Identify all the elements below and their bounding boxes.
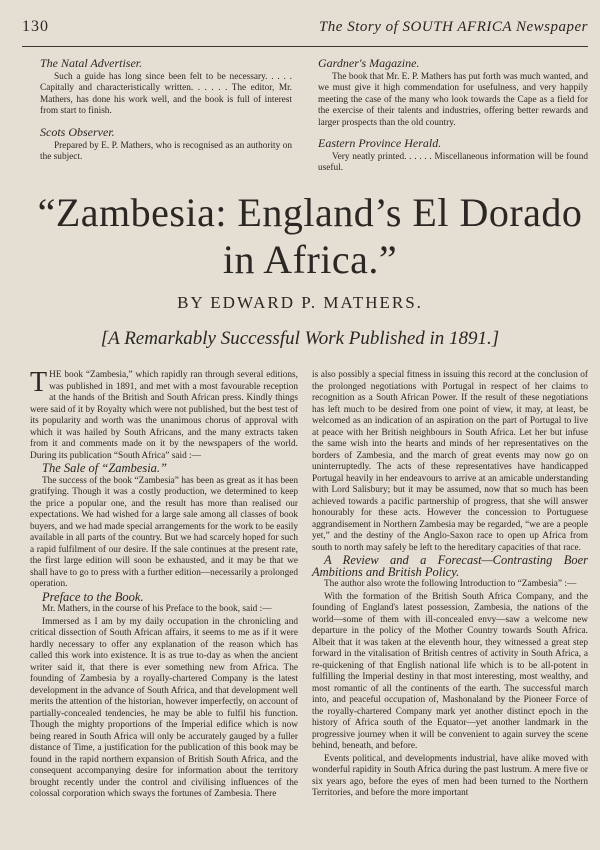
body-right-column: [312, 370, 588, 801]
body-left-column: [30, 367, 298, 802]
title-line-1: “Zambesia: England’s El Dorado: [37, 190, 583, 235]
review-eastern-province-herald: [318, 136, 588, 175]
review-text: Very neatly printed. . . . . . Miscellaneous information will be found useful.: [318, 152, 588, 174]
review-gardners-magazine: [318, 56, 588, 129]
drop-cap: T: [30, 367, 48, 398]
subtitle: [A Remarkably Successful Work Published in 1891.]: [100, 328, 500, 349]
title-line-2: in Africa.”: [222, 237, 398, 282]
reviews-right-column: [318, 56, 588, 182]
heading-sale: The Sale of “Zambesia.”: [42, 461, 168, 475]
closing-paragraph: Events political, and developments industrial, have alike moved with wonderful rapidity in South Africa during the past lustrum. A mere five or six years ago, before the eyes of men had been turned to the Northern Territories, and before the more important: [312, 753, 588, 798]
running-title: The Story of SOUTH AFRICA Newspaper: [318, 19, 588, 35]
intro-paragraph: [30, 367, 298, 462]
review-text: Such a guide has long since been felt to be necessary. . . . . Capitally and characteristically written. . . . . . The editor, Mr. Mathers, has done his work well, and the book is full of interest from start to finish.: [40, 72, 292, 117]
article-title: [20, 189, 600, 283]
review-intro: The author also wrote the following Introduction to “Zambesia” :—: [324, 579, 577, 589]
header-rule: [22, 46, 588, 47]
page-header: [22, 18, 588, 40]
review-paragraph: With the formation of the British South Africa Company, and the founding of England's latest possession, Zambesia, the nations of the world—some of them with ill-concealed envy—saw a welcome new departure in the policy of the Mother Country towards South Africa. Albeit that it was taken at the eleventh hour, they witnessed a great step forward in the vitalisation of British centres of activity in South Africa, a re-quickening of that English national life which is to be all-potent in fulfilling the Imperial destiny in that most interesting, most wealthy, and most romantic of all the continents of the earth. The successful march into, and peaceful occupation of, Mashonaland by the Pioneer Force of the royally-chartered Company mark yet another distinct epoch in the history of Africa south of the Equator—yet another landmark in the progressive journey when it will be convenient to again survey the scene behind, beneath, and before.: [312, 591, 588, 751]
review-publication: Gardner's Magazine.: [318, 56, 420, 70]
review-publication: Eastern Province Herald.: [318, 136, 442, 151]
byline: BY EDWARD P. MATHERS.: [177, 293, 423, 312]
intro-text: HE book “Zambesia,” which rapidly ran through several editions, was published in 1891, and met with a most favourable reception at the hands of the British and South African press. Kindly things were said of it by Royalty which were not published, but the best test of its popularity and worth was the unanimous chorus of approval with which it was hailed by South Africans, and the many extracts taken from it and comments made on it by the newspapers of the world. During its publication “South Africa” said :—: [30, 370, 298, 461]
heading-preface: Preface to the Book.: [42, 589, 144, 604]
preface-paragraph: Immersed as I am by my daily occupation in the chronicling and critical dissection of South African affairs, it seems to me as if it were hardly necessary to offer any explanation of the reason which has called this work into existence. It is as true to-day as when the ancient writer said it, that there is ever something new from Africa. The founding of Zambesia by a royally-chartered Company is the latest development in the advance of South Africa, and that development well merits the attention of the historian, however imperfectly, on account of partially-concealed tendencies, he may be able to fulfil his function. Though the mighty proportions of the Imperial edifice which is now being reared in South Africa will only be accurately gauged by a fuller distance of Time, a justification for the publication of this book may be found in the rapid northern expansion of British South Africa, and the consequent accompanying desire for information about the territory brought recently under the control and civilising influences of the colossal corporation which sways the fortunes of Zambesia. There: [30, 616, 298, 799]
review-publication: The Natal Advertiser.: [40, 56, 143, 70]
page-number: 130: [22, 18, 49, 35]
sale-paragraph: The success of the book “Zambesia” has been as great as it has been gratifying. Though it was a costly production, we determined to keep the price a popular one, and the result has more than realised our expectations. We had wished for a large sale among all classes of book buyers, and we had made special arrangements for the work to be easily available in all parts of the country. But we had scarcely hoped for such a rapid fulfilment of our desire. If the sale continues at the present rate, the first large edition will soon be exhausted, and it may be that we shall have to go to press with a further edition—necessarily a prolonged operation.: [30, 475, 298, 589]
reviews-left-column: [40, 56, 292, 170]
heading-review-forecast: A Review and a Forecast—Contrasting Boer Ambitions and British Policy.: [312, 553, 588, 579]
review-scots-observer: [40, 125, 292, 164]
review-text: Prepared by E. P. Mathers, who is recognised as an authority on the subject.: [40, 140, 292, 163]
review-text: The book that Mr. E. P. Mathers has put forth was much wanted, and we must give it high commendation for usefulness, and very happily meeting the case of the many who look towards the Cape as a field for the exercise of their talents and industries, offering better rewards and larger prospects than the old country.: [318, 72, 588, 128]
preface-intro: Mr. Mathers, in the course of his Preface to the book, said :—: [42, 604, 272, 614]
review-publication: Scots Observer.: [40, 124, 115, 139]
continued-paragraph: is also possibly a special fitness in issuing this record at the conclusion of the prolonged negotiations with Portugal in respect of her claims to recognition as a South African Power. If the result of these negotiations has left much to be desired from one point of view, it may, at least, be welcomed as an indication of an aspiration on the part of Portugal to live at peace with her British neighbours in South Africa. Let her but infuse the same wish into the hearts and minds of her representatives on the borders of Zambesia, and the march of great events may now go on uninterruptedly. The acts of these representatives have handicapped Portugal heavily in her endeavours to arrive at an amicable understanding with Lord Salisbury; but it may be assumed, now that so much has been achieved towards a pacific partnership of progress, that she will answer honourably for these acts. However the concession to Portuguese aggrandisement in Northern Zambesia may be regarded, “we are a people yet,” and the destiny of the Anglo-Saxon race to open up Africa from south to north may safely be left to the hereditary capacities of that race.: [312, 370, 588, 553]
review-natal-advertiser: [40, 56, 292, 118]
